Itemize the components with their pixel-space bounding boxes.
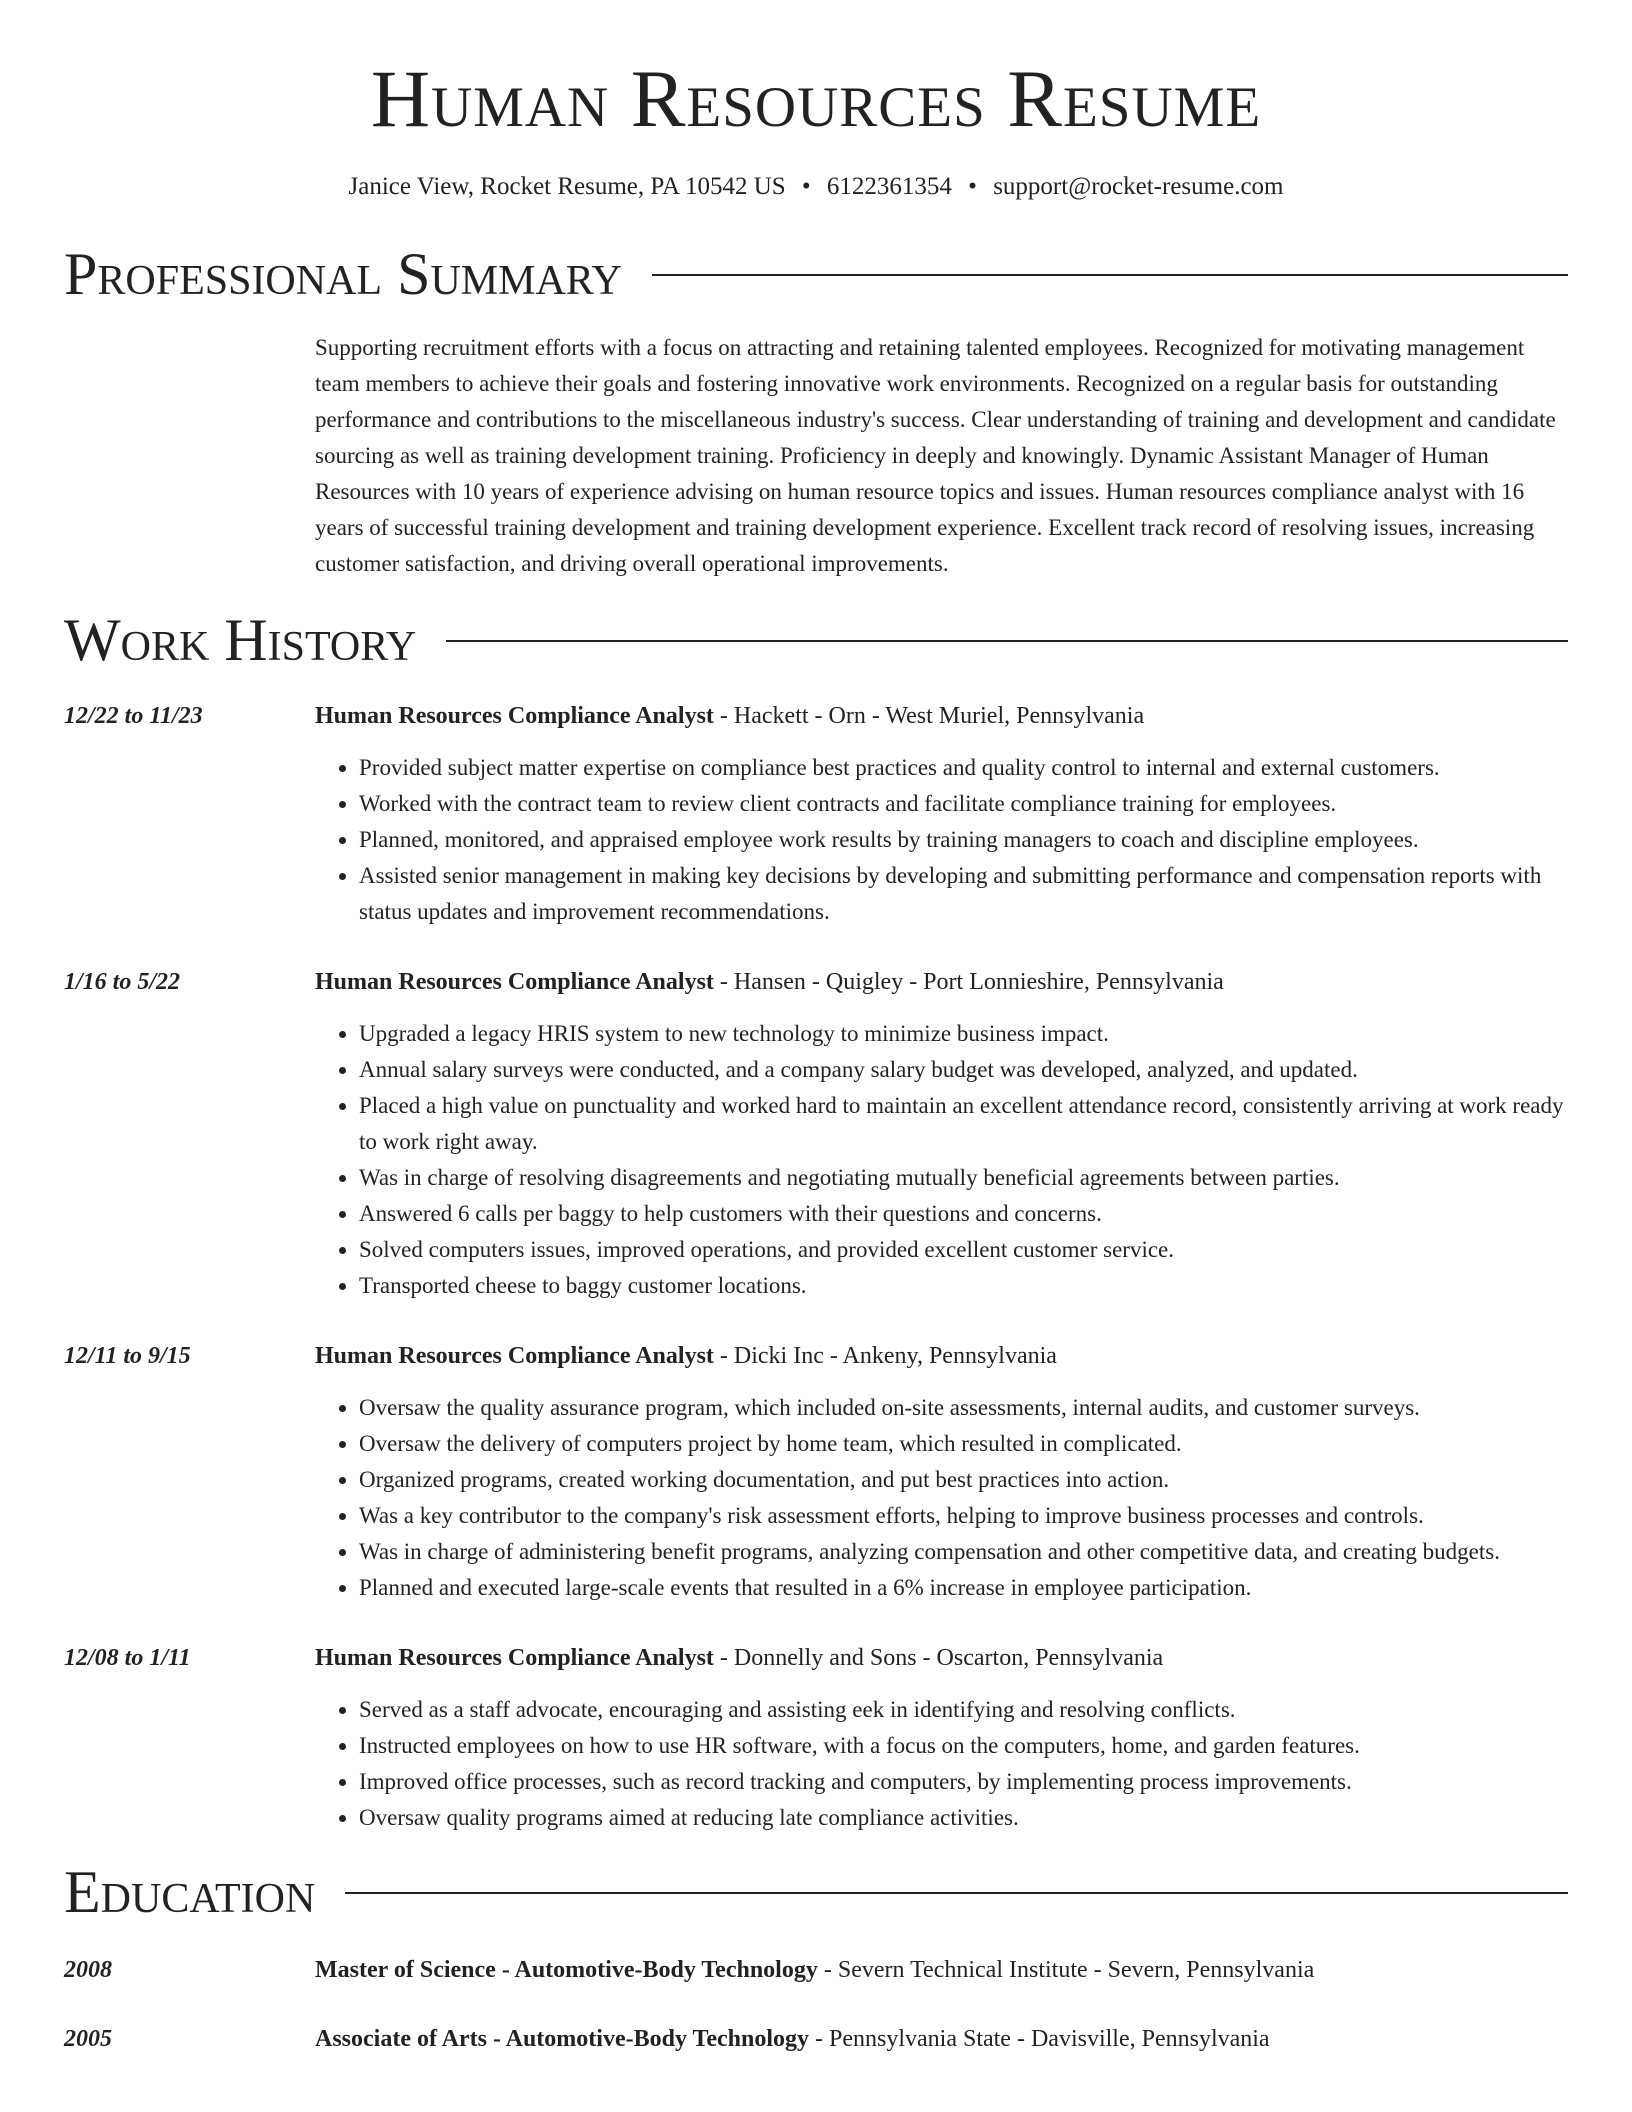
job-bullets [315,1692,1568,1836]
job-dates: 12/11 to 9/15 [64,1343,191,1369]
job-bullet: • Oversaw the delivery of computers project by home team, which resulted in complicated. [359,1426,1568,1462]
job-dates: 12/22 to 11/23 [64,703,203,729]
job-bullet: • Worked with the contract team to review client contracts and facilitate compliance training for employees. [359,786,1568,822]
job-bullet: • Planned and executed large-scale events that resulted in a 6% increase in employee participation. [359,1570,1568,1606]
education-school-location: - Severn Technical Institute - Severn, Pennsylvania [817,1957,1315,1983]
job-body [315,964,1568,1304]
job-dates: 12/08 to 1/11 [64,1645,191,1671]
job-bullet: • Was in charge of administering benefit programs, analyzing compensation and other competitive data, and creating budgets. [359,1534,1568,1570]
job-bullet: • Solved computers issues, improved operations, and provided excellent customer service. [359,1232,1568,1268]
work-heading: Work History [64,607,417,673]
summary-heading: Professional Summary [64,241,622,307]
job-entry [64,698,1568,930]
job-bullet: • Instructed employees on how to use HR software, with a focus on the computers, home, and garden features. [359,1728,1568,1764]
job-heading [315,1640,1568,1676]
job-bullet: • Oversaw quality programs aimed at reducing late compliance activities. [359,1800,1568,1836]
job-bullet: • Planned, monitored, and appraised employee work results by training managers to coach and discipline employees. [359,822,1568,858]
job-employer-location: - Donnelly and Sons - Oscarton, Pennsylvania [713,1645,1164,1671]
job-body [315,1338,1568,1606]
job-bullet: • Placed a high value on punctuality and worked hard to maintain an excellent attendance record, consistently arriving at work ready to work right away. [359,1088,1568,1160]
contact-separator: • [801,173,811,200]
job-heading [315,1338,1568,1374]
job-heading [315,964,1568,1000]
contact-address: Janice View, Rocket Resume, PA 10542 US [348,173,786,200]
contact-email: support@rocket-resume.com [993,173,1284,200]
education-section-header [64,1859,1568,1925]
job-dates: 1/16 to 5/22 [64,969,181,995]
job-bullet: • Upgraded a legacy HRIS system to new technology to minimize business impact. [359,1016,1568,1052]
education-school-location: - Pennsylvania State - Davisville, Pennsylvania [809,2026,1270,2052]
education-list [64,1952,1568,2057]
job-entry [64,1640,1568,1836]
job-body [315,1640,1568,1836]
education-heading: Education [64,1859,316,1925]
contact-separator: • [968,173,977,200]
education-entry [64,2021,1568,2057]
section-divider [446,640,1568,642]
job-bullet: • Provided subject matter expertise on compliance best practices and quality control to internal and external customers. [359,750,1568,786]
job-employer-location: - Hansen - Quigley - Port Lonnieshire, Pennsylvania [713,969,1224,995]
job-entry [64,964,1568,1304]
job-bullet: • Was in charge of resolving disagreements and negotiating mutually beneficial agreements between parties. [359,1160,1568,1196]
job-heading [315,698,1568,734]
job-entry [64,1338,1568,1606]
resume-title: Human Resources Resume [370,53,1262,144]
job-employer-location: - Dicki Inc - Ankeny, Pennsylvania [713,1343,1057,1369]
job-bullet: • Improved office processes, such as record tracking and computers, by implementing process improvements. [359,1764,1568,1800]
education-year: 2005 [64,2026,112,2052]
job-title: Human Resources Compliance Analyst [315,969,714,995]
job-bullet: • Served as a staff advocate, encouraging and assisting eek in identifying and resolving conflicts. [359,1692,1568,1728]
job-body [315,698,1568,930]
summary-section-header [64,241,1568,307]
job-title: Human Resources Compliance Analyst [315,1645,714,1671]
job-bullets [315,1390,1568,1606]
job-bullets [315,750,1568,930]
summary-text: Supporting recruitment efforts with a focus on attracting and retaining talented employees. Recognized for motivating management team members to achieve their goals and fostering innovative work environments. Recognized on a regular basis for outstanding performance and contributions to the miscellaneous industry's success. Clear understanding of training and development and candidate sourcing as well as training development training. Proficiency in deeply and knowingly. Dynamic Assistant Manager of Human Resources with 10 years of experience advising on human resource topics and issues. Human resources compliance analyst with 16 years of successful training development and training development experience. Excellent track record of resolving issues, increasing customer satisfaction, and driving overall operational improvements. [315,335,1556,576]
work-history-list [64,698,1568,1836]
job-bullet: • Answered 6 calls per baggy to help customers with their questions and concerns. [359,1196,1568,1232]
education-entry [64,1952,1568,1988]
job-bullet: • Transported cheese to baggy customer locations. [359,1268,1568,1304]
resume-page [64,0,1568,2057]
section-divider [345,1892,1568,1894]
job-bullet: • Assisted senior management in making key decisions by developing and submitting performance and compensation reports with status updates and improvement recommendations. [359,858,1568,930]
work-section-header [64,607,1568,673]
job-employer-location: - Hackett - Orn - West Muriel, Pennsylvania [713,703,1145,729]
job-bullet: • Oversaw the quality assurance program, which included on-site assessments, internal audits, and customer surveys. [359,1390,1568,1426]
education-degree: Associate of Arts - Automotive-Body Technology [315,2026,809,2052]
job-bullet: • Organized programs, created working documentation, and put best practices into action. [359,1462,1568,1498]
job-title: Human Resources Compliance Analyst [315,1343,714,1369]
education-body [315,1952,1568,1988]
job-title: Human Resources Compliance Analyst [315,703,714,729]
job-bullet: • Annual salary surveys were conducted, and a company salary budget was developed, analyzed, and updated. [359,1052,1568,1088]
education-year: 2008 [64,1957,112,1983]
section-divider [652,274,1568,276]
job-bullets [315,1016,1568,1304]
contact-phone: 6122361354 [826,173,952,200]
contact-line [64,172,1568,202]
education-body [315,2021,1568,2057]
job-bullet: • Was a key contributor to the company's risk assessment efforts, helping to improve business processes and controls. [359,1498,1568,1534]
education-degree: Master of Science - Automotive-Body Technology [315,1957,818,1983]
